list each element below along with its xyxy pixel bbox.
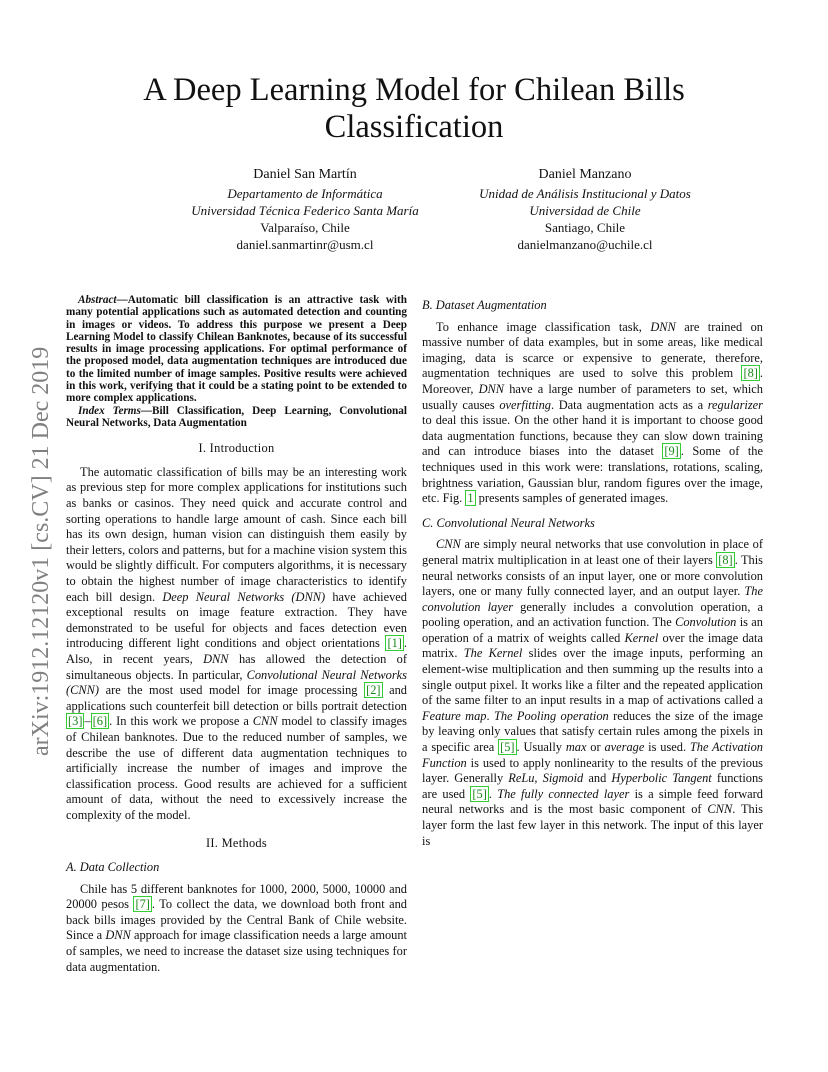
abstract bbox=[66, 294, 407, 429]
author-email: danielmanzano@uchile.cl bbox=[517, 237, 653, 252]
data-collection-paragraph: Chile has 5 different banknotes for 1000, 2000, 5000, 10000 and 20000 pesos [7] . To collect the data, we download both front and back bills images provided by the Central Bank of Chile website. Since a DNN approach for image classification needs a large amount of samples, we need to increase the dataset size using techniques for data augmentation. bbox=[66, 881, 407, 974]
author-email: daniel.sanmartinr@usm.cl bbox=[236, 237, 374, 252]
section-heading-methods: II. Methods bbox=[205, 835, 268, 850]
right-column bbox=[422, 294, 763, 849]
cnn-paragraph: CNN are simply neural networks that use convolution in place of general matrix multiplication in at least one of their layers [8] . This neural networks consists of an input layer, one or more convolution layers, one or many fully connected layer, and an output layer. The convolution layer generally includes a convolution operation, a pooling operation, and an activation function. The Convolution is an operation of a matrix of weights called Kernel over the image data matrix. The Kernel slides over the image inputs, performing an element-wise multiplication and then summing up the results into a single output pixel. It works like a filter and the repeated application of the same filter to an input results in a map of activations called a Feature map. The Pooling operation reduces the size of the image by leaving only values that satisfy certain rules among the pixels in a specific area [5] . Usually max or average is used. The Activation Function is used to apply nonlinearity to the results of the previous layer. Generally ReLu, Sigmoid and Hyperbolic Tangent functions are used [5] . The fully connected layer is a simple feed forward neural networks and is the most basic component of CNN. This layer form the last few layer in this network. The input of this layer is bbox=[422, 537, 764, 848]
left-column bbox=[66, 294, 407, 975]
introduction-paragraph: The automatic classification of bills may be an interesting work as previous step for more complex applications for institutions such as banks or casinos. They need quick and accurate control and sorting operations to handle large amount of cash. Since each bill has its own design, human vision can distinguish them easily by their letters, colors and patterns, but for a machine vision system this would be slightly difficult. For computers algorithms, it is necessary to obtain the highest number of image characteristics to identify each bill design. Deep Neural Networks (DNN) have achieved exceptional results on image feature extraction. They have demonstrated to be useful for objects and faces detection even introducing different light conditions and object orientations [1] . Also, in recent years, DNN has allowed the detection of simultaneous objects. In particular, Convolutional Neural Networks (CNN) are the most used model for image processing [2] and applications such counterfeit bill detection or bills portrait detection [3] – [6] . In this work we propose a CNN model to classify images of Chilean banknotes. Due to the reduced number of samples, we describe the use of different data augmentation techniques to artificially increase the number of images and improve the classification process. Good results are achieved for a sufficient amount of data, without the need to excessively increase the complexity of the model. bbox=[66, 464, 408, 822]
author-organization: Universidad Técnica Federico Santa María bbox=[191, 203, 419, 218]
author-city: Valparaíso, Chile bbox=[260, 220, 350, 235]
citation-link[interactable]: [5] bbox=[472, 786, 487, 801]
citation-link[interactable]: [2] bbox=[366, 683, 381, 698]
subsection-heading-data-collection: A. Data Collection bbox=[66, 860, 160, 875]
index-terms-text: —Bill Classification, Deep Learning, Convolutional Neural Networks, Data Augmentation bbox=[66, 404, 407, 429]
author-department: Unidad de Análisis Institucional y Datos bbox=[479, 186, 691, 201]
arxiv-stamp: arXiv:1912.12120v1 [cs.CV] 21 Dec 2019 bbox=[28, 346, 54, 756]
citation-link[interactable]: [8] bbox=[718, 552, 733, 567]
citation-link[interactable]: [5] bbox=[500, 740, 515, 755]
index-terms-label: Index Terms bbox=[78, 404, 141, 417]
figure-link[interactable]: 1 bbox=[467, 491, 474, 506]
section-heading-introduction: I. Introduction bbox=[198, 441, 275, 456]
paper-title: A Deep Learning Model for Chilean Bills Classification bbox=[143, 72, 685, 145]
citation-link[interactable]: [8] bbox=[743, 366, 758, 381]
subsection-heading-cnn: C. Convolutional Neural Networks bbox=[422, 515, 595, 530]
author-department: Departamento de Informática bbox=[227, 186, 383, 201]
citation-link[interactable]: [1] bbox=[387, 636, 402, 651]
citation-link[interactable]: [7] bbox=[135, 897, 150, 912]
abstract-text: —Automatic bill classification is an attractive task with many potential applications such as automated detection and counting in images or videos. To address this purpose we present a Deep Learning Model to classify Chilean Banknotes, because of its successful results in image processing applications. For optimal performance of the proposed model, data augmentation techniques are introduced due to the limited number of image samples. Positive results were achieved in this work, verifying that it could be a stating point to be extended to more complex applications. bbox=[66, 294, 407, 405]
citation-link[interactable]: [9] bbox=[664, 444, 679, 459]
author-organization: Universidad de Chile bbox=[529, 203, 641, 218]
citation-link[interactable]: [3] bbox=[68, 714, 83, 729]
abstract-label: Abstract bbox=[78, 294, 117, 306]
author-block-2 bbox=[400, 166, 770, 253]
citation-link[interactable]: [6] bbox=[92, 714, 108, 729]
author-name: Daniel Manzano bbox=[538, 167, 632, 182]
author-city: Santiago, Chile bbox=[544, 220, 626, 235]
augmentation-paragraph: To enhance image classification task, DNN are trained on massive number of data examples, but in some areas, like medical imaging, data is scarce or expensive to generate, therefore, augmentation techniques are used to solve this problem [8] . Moreover, DNN have a large number of parameters to set, which usually causes overfitting. Data augmentation acts as a regularizer to deal this issue. On the other hand it is important to choose good data augmentation functions, because they can slow down training and can introduce biases into the dataset [9] . Some of the techniques used in this work were: translations, rotations, scaling, brightness variation, Gaussian blur, random figures over the image, etc. Fig. 1 presents samples of generated images. bbox=[422, 319, 763, 506]
author-name: Daniel San Martín bbox=[253, 167, 357, 182]
subsection-heading-dataset-augmentation: B. Dataset Augmentation bbox=[422, 298, 547, 312]
